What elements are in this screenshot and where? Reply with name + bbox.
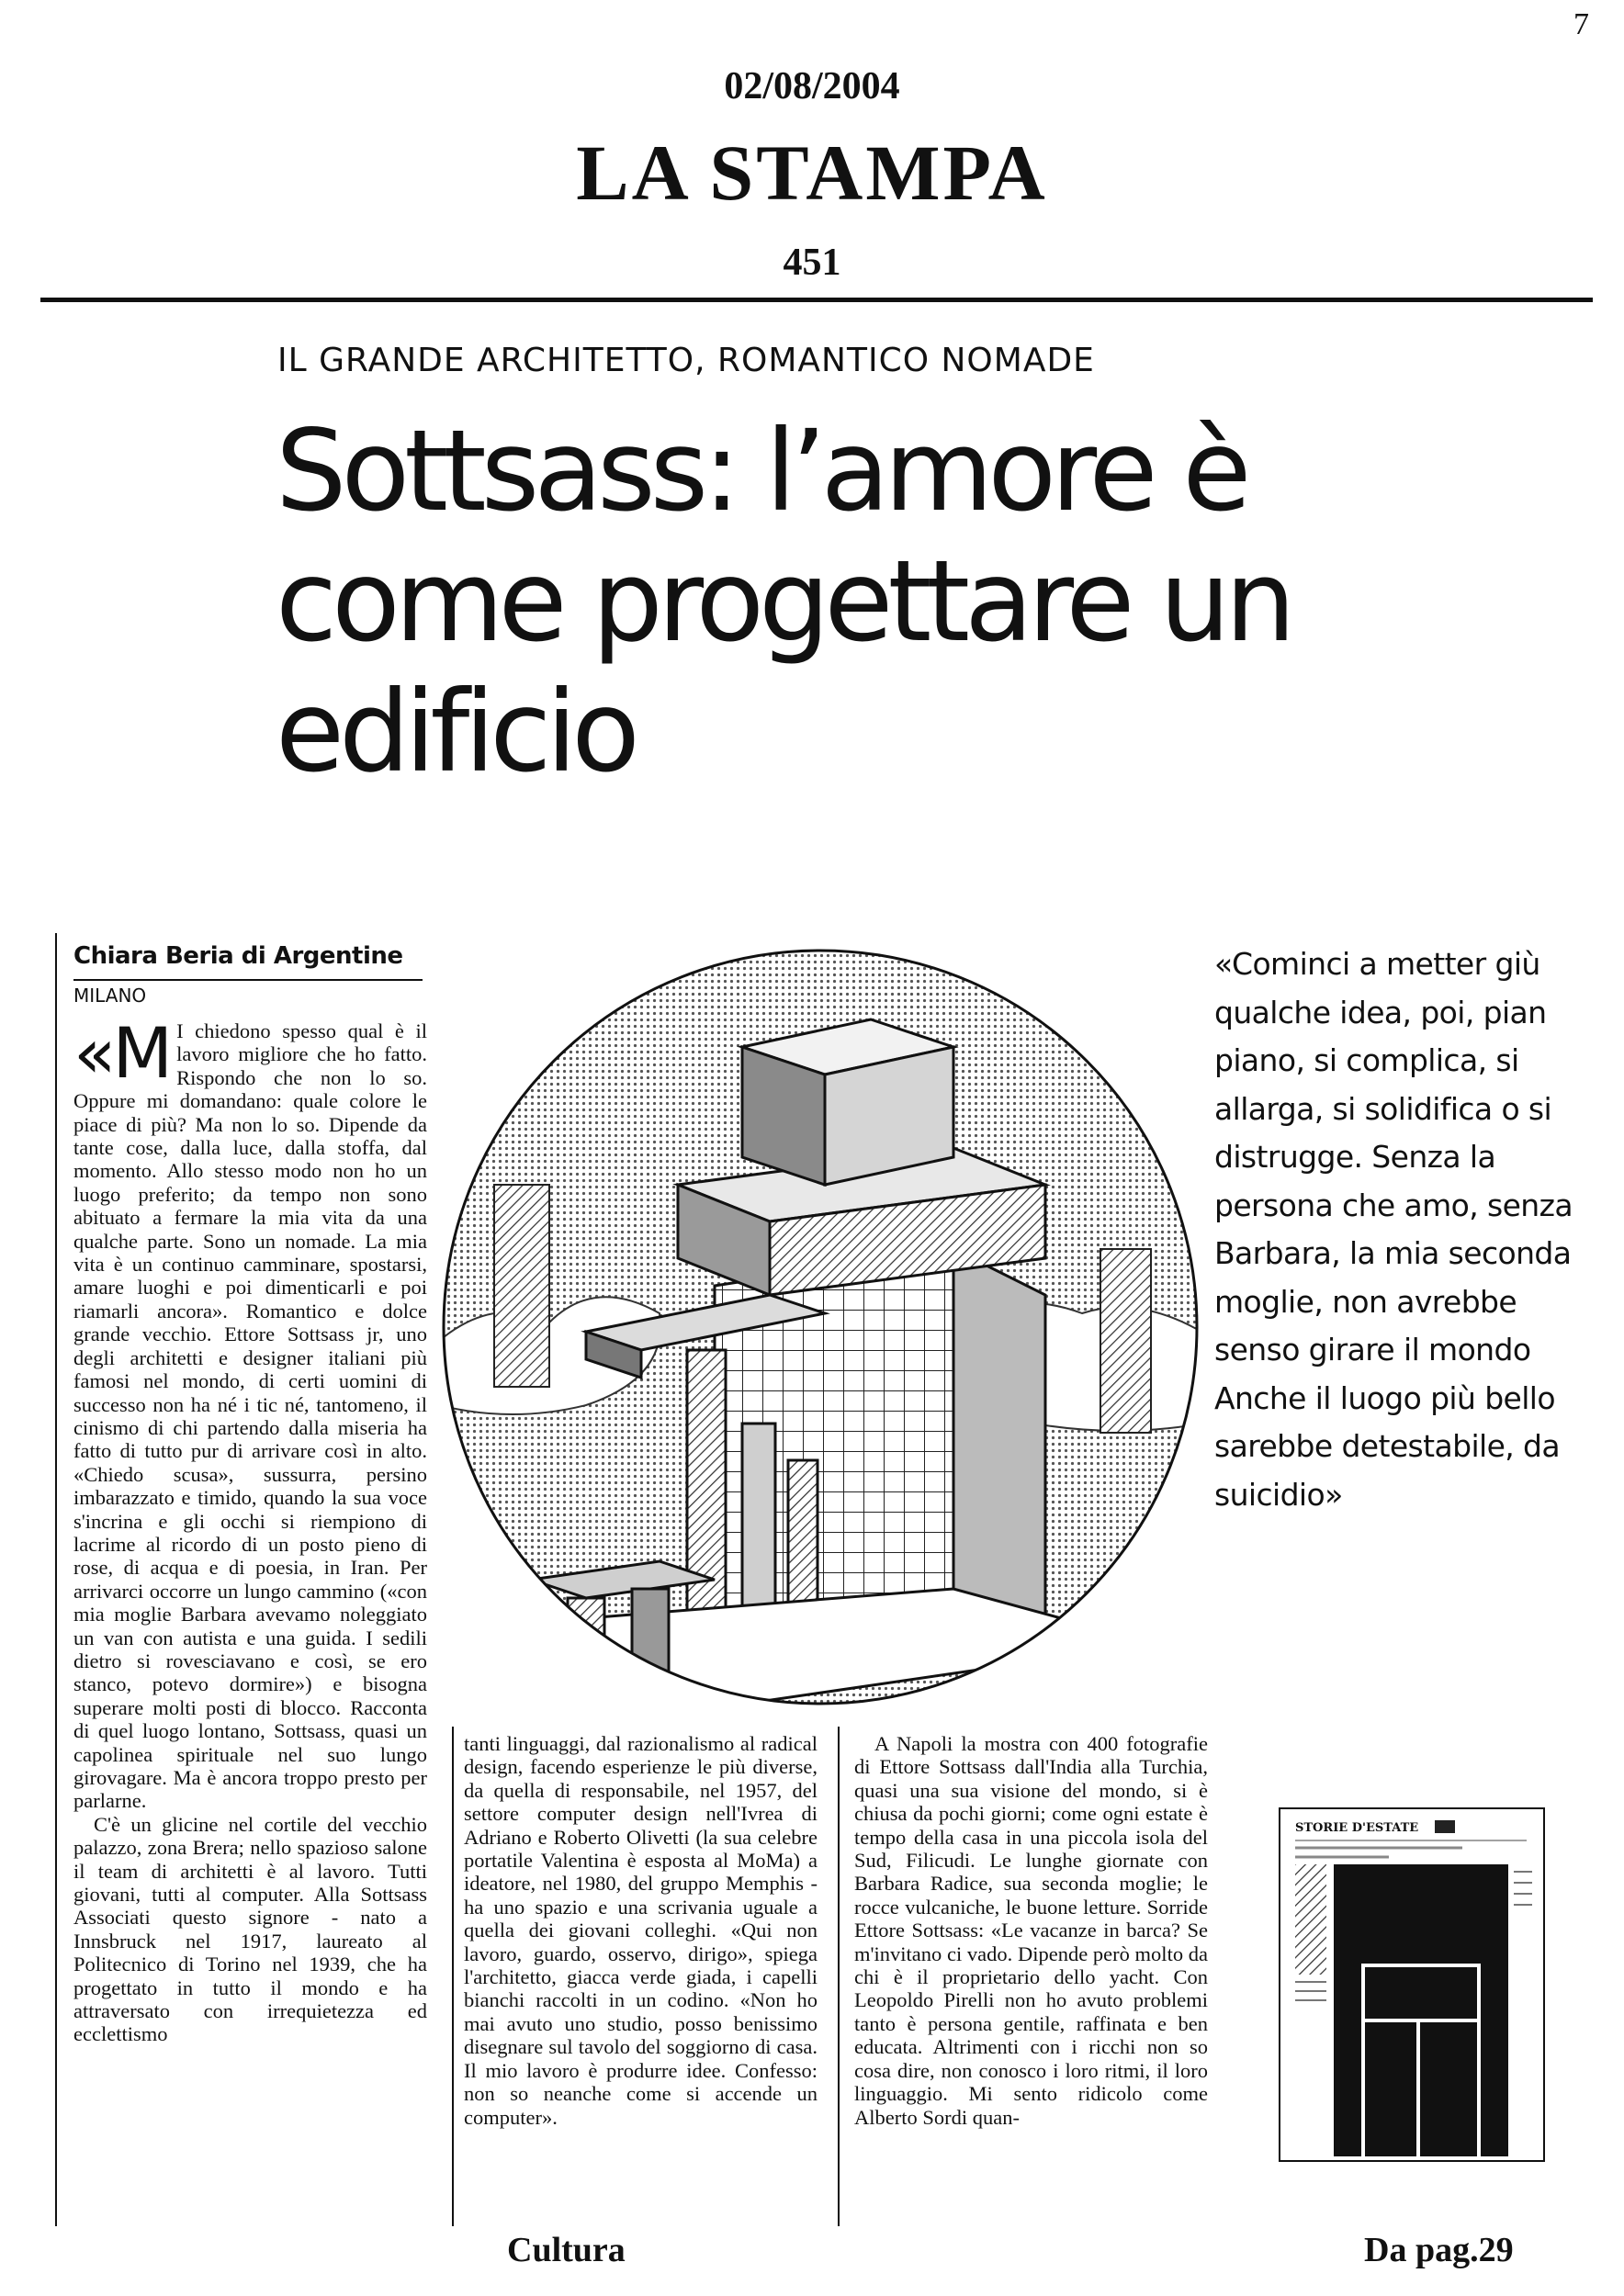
paragraph-3: tanti linguaggi, dal razionalismo al radical design, facendo esperienze le più diverse, da quella di responsabile, nel 1957, del settore computer design nell'Ivrea di Adriano e Roberto Olivetti (la sua celebre portatile Valentina è esposta al MoMa) a ideatore, nel 1980, del gruppo Memphis - ha uno spazio e una scrivania uguale a quella dei giovani colleghi. «Qui non lavoro, guardo, osservo, dirigo», spiega l'architetto, giacca verde giada, i capelli bianchi raccolti in un codino. «Non ho mai avuto uno studio, posso benissimo disegnare sul tavolo del soggiorno di casa. Il mio lavoro è produrre idee. Confesso: non so neanche come si accende un computer».: [464, 1732, 818, 2129]
building-illustration: [439, 946, 1201, 1708]
header-rule: [40, 298, 1593, 302]
article-column-1: [73, 1012, 427, 2046]
continuation-label: Da pag.29: [1364, 2231, 1514, 2269]
publication-date: 02/08/2004: [724, 65, 900, 107]
thumbnail-title: STORIE D'ESTATE: [1295, 1821, 1419, 1835]
page-thumbnail: [1279, 1807, 1545, 2162]
column-rule-left: [55, 933, 57, 2226]
column-rule: [838, 1727, 840, 2226]
lead-paragraph: I chiedono spesso qual è il lavoro migliore che ho fatto. Rispondo che non lo so. Oppure mi domandano: quale colore le piace di più? Ma non lo so. Dipende da tante cose, dalla luce, dalla stoffa, dal momento. Allo stesso modo non ho un luogo preferito; da tempo non sono abituato a fermare la mia vita da una qualche parte. Sono un nomade. La mia vita è un continuo camminare, spostarsi, amare luoghi e poi dimenticarli e poi riamarli ancora». Romantico e dolce grande vecchio. Ettore Sottsass jr, uno degli architetti e designer italiani più famosi nel mondo, di certi uomini di successo non ha né i tic né, tantomeno, il cinismo di chi partendo dalla miseria ha fatto di tutto pur di arrivare così in alto. «Chiedo scusa», sussurra, persino imbarazzato e timido, quando la sua voce s'incrina e gli occhi si riempiono di lacrime al ricordo di un posto pieno di rose, di acqua e di poesia, in Iran. Per arrivarci occorre un lungo cammino («con mia moglie Barbara avevamo noleggiato un van con autista e una guida. I sedili dietro si rovesciavano e così, se ero stanco, potevo dormire») e bisogna superare molti posti di blocco. Racconta di quel luogo lontano, Sottsass, quasi un capolinea spirituale nel suo lungo girovagare. Ma è ancora troppo presto per parlarne.: [73, 1019, 427, 1813]
author-byline: Chiara Beria di Argentine: [73, 942, 403, 970]
masthead: LA STAMPA: [576, 129, 1048, 217]
pull-quote: «Cominci a metter giù qualche idea, poi, pian piano, si complica, si allarga, si solidifica o si distrugge. Senza la persona che amo, senza Barbara, la mia seconda moglie, non avrebbe senso girare il mondo Anche il luogo più bello sarebbe detestabile, da suicidio»: [1214, 946, 1573, 1513]
byline-rule: [73, 979, 423, 981]
article-column-3: [854, 1732, 1208, 2129]
article-column-2: [464, 1732, 818, 2129]
page-number: 7: [1573, 7, 1589, 41]
paragraph-2: C'è un glicine nel cortile del vecchio palazzo, zona Brera; nello spazioso salone il team di architetti è al lavoro. Tutti giovani, tutti al computer. Alla Sottsass Associati questo signore - nato a Innsbruck nel 1917, laureato al Politecnico di Torino nel 1939, che ha progettato in tutto il mondo e ha attraversato con irrequietezza ed ecclettismo: [73, 1812, 427, 2046]
paragraph-4: A Napoli la mostra con 400 fotografie di Ettore Sottsass dall'India alla Turchia, quasi una sua visione del mondo, si è chiusa da pochi giorni; come ogni estate è tempo della casa in una piccola isola del Sud, Filicudi. Le lunghe giornate con Barbara Radice, sua seconda moglie; le rocce vulcaniche, le buone letture. Sorride Ettore Sottsass: «Le vacanze in barca? Se m'invitano ci vado. Dipende però molto da chi è il proprietario dello yacht. Con Leopoldo Pirelli non ho avuto problemi tanto è persona gentile, raffinata e ben educata. Altrimenti con i ricchi non so cosa dire, non conosco i loro ritmi, il loro linguaggio. Mi sento ridicolo come Alberto Sordi quan-: [854, 1732, 1208, 2129]
section-label: Cultura: [507, 2231, 626, 2269]
kicker: IL GRANDE ARCHITETTO, ROMANTICO NOMADE: [277, 342, 1095, 379]
drop-cap: «M: [73, 1012, 170, 1094]
column-rule: [452, 1727, 454, 2226]
issue-code: 451: [783, 242, 841, 284]
headline: Sottsass: l’amore è come progettare un edificio: [276, 406, 1291, 797]
dateline: MILANO: [73, 985, 147, 1007]
